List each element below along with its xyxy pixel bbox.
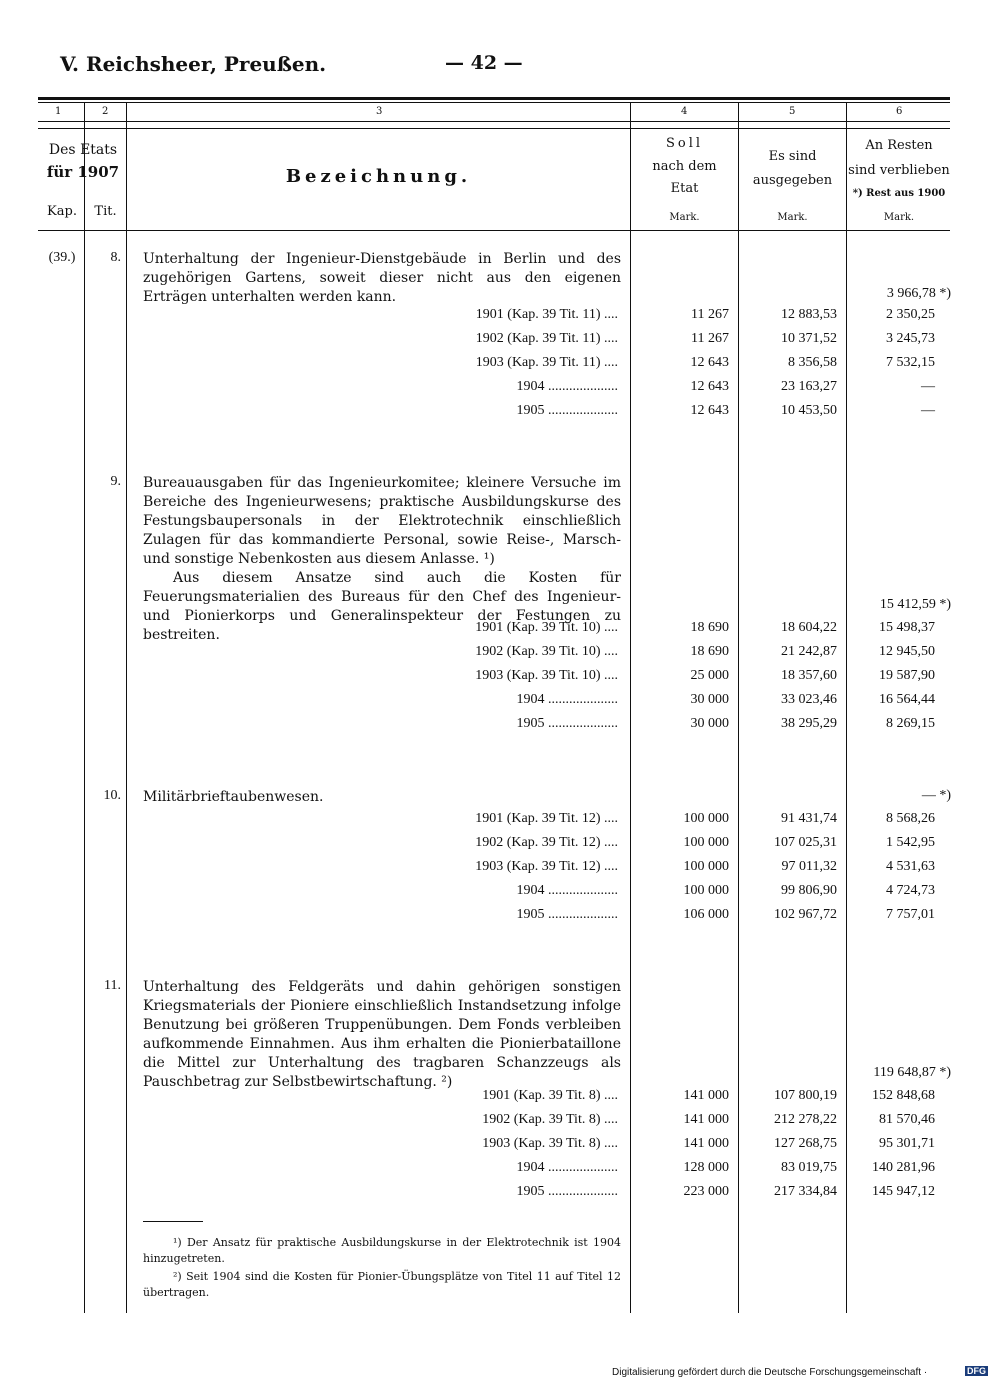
row-soll: 12 643 [690,379,729,394]
col-rule-2 [126,103,127,1313]
entry-tit: 10. [103,788,121,803]
row-rest: — [921,403,935,418]
row-soll: 18 690 [690,644,729,659]
row-year-label: 1902 (Kap. 39 Tit. 11) .... [475,331,618,346]
top-rule-thin [38,102,950,103]
row-ausgegeben: 102 967,72 [774,907,837,922]
entry-description-note: Aus diesem Ansatze sind auch die Kosten für Feuerungsmaterialien des Bureaus für den Chef des Ingenieur- und Pionierkorps und Generalinspekteur der Festungen zu bestreiten. [143,570,621,643]
row-rest: 140 281,96 [872,1160,935,1175]
top-rule [38,97,950,100]
footnote-rule [143,1221,203,1222]
entry-rest-1900: — *) [921,788,951,803]
row-year-label: 1903 (Kap. 39 Tit. 12) .... [475,859,618,874]
colnum-2: 2 [102,106,109,117]
col2-tit-header: Tit. [94,204,117,219]
col4-line2: nach dem [652,159,717,174]
row-soll: 30 000 [690,716,729,731]
row-rest: 7 757,01 [886,907,935,922]
col6-line1: An Resten [865,138,933,153]
row-ausgegeben: 217 334,84 [774,1184,837,1199]
colnum-6: 6 [896,106,903,117]
row-ausgegeben: 10 453,50 [781,403,837,418]
col4-line1: Soll [665,136,704,151]
row-soll: 30 000 [690,692,729,707]
footnote-1: ¹) Der Ansatz für praktische Ausbildungskurse in der Elektrotechnik ist 1904 hinzugetreten. [143,1236,621,1265]
col5-line2: ausgegeben [752,173,833,188]
row-ausgegeben: 10 371,52 [781,331,837,346]
row-rest: 81 570,46 [879,1112,935,1127]
row-rest: 95 301,71 [879,1136,935,1151]
row-rest: 145 947,12 [872,1184,935,1199]
row-rest: 16 564,44 [879,692,935,707]
row-rest: 8 269,15 [886,716,935,731]
row-soll: 11 267 [691,331,729,346]
col6-line2: sind verblieben [848,163,950,178]
row-soll: 11 267 [691,307,729,322]
colnum-rule-2 [38,128,950,129]
colnum-4: 4 [681,106,688,117]
row-ausgegeben: 33 023,46 [781,692,837,707]
row-ausgegeben: 38 295,29 [781,716,837,731]
col5-line1: Es sind [768,149,817,164]
row-soll: 100 000 [683,835,729,850]
entry-kap: (39.) [48,250,76,265]
row-soll: 141 000 [683,1088,729,1103]
col3-header: Bezeichnung. [285,166,472,187]
row-year-label: 1901 (Kap. 39 Tit. 11) .... [475,307,618,322]
colnum-5: 5 [789,106,796,117]
entry-tit: 8. [110,250,121,265]
colnum-rule [38,121,950,122]
row-year-label: 1901 (Kap. 39 Tit. 12) .... [475,811,618,826]
row-year-label: 1904 .................... [516,1160,618,1175]
row-ausgegeben: 91 431,74 [781,811,837,826]
row-year-label: 1904 .................... [516,379,618,394]
row-year-label: 1901 (Kap. 39 Tit. 8) .... [482,1088,618,1103]
row-ausgegeben: 8 356,58 [788,355,837,370]
col6-unit: Mark. [883,212,915,223]
row-soll: 141 000 [683,1136,729,1151]
dfg-logo: DFG [967,1366,986,1376]
colnum-3: 3 [376,106,383,117]
row-year-label: 1902 (Kap. 39 Tit. 10) .... [475,644,618,659]
row-soll: 141 000 [683,1112,729,1127]
row-ausgegeben: 97 011,32 [781,859,837,874]
row-rest: 3 245,73 [886,331,935,346]
col6-line3: *) Rest aus 1900 [852,188,946,199]
row-year-label: 1904 .................... [516,692,618,707]
row-year-label: 1903 (Kap. 39 Tit. 10) .... [475,668,618,683]
entry-description: Militärbrieftaubenwesen. [143,789,324,805]
col-rule-4 [738,103,739,1313]
row-rest: 2 350,25 [886,307,935,322]
colnum-1: 1 [55,106,62,117]
row-ausgegeben: 127 268,75 [774,1136,837,1151]
row-soll: 100 000 [683,883,729,898]
row-rest: 7 532,15 [886,355,935,370]
row-soll: 12 643 [690,355,729,370]
row-ausgegeben: 107 800,19 [774,1088,837,1103]
row-ausgegeben: 18 604,22 [781,620,837,635]
entry-description: Unterhaltung der Ingenieur-Dienstgebäude in Berlin und des zugehörigen Gartens, soweit dieser nicht aus den eigenen Erträgen unterhalten werden kann. [143,251,621,305]
footnote-2: ²) Seit 1904 sind die Kosten für Pionier-Übungsplätze von Titel 11 auf Titel 12 übertragen. [143,1270,621,1299]
row-year-label: 1903 (Kap. 39 Tit. 8) .... [482,1136,618,1151]
row-soll: 106 000 [683,907,729,922]
row-year-label: 1902 (Kap. 39 Tit. 12) .... [475,835,618,850]
row-ausgegeben: 83 019,75 [781,1160,837,1175]
page-number: — 42 — [445,52,523,74]
row-ausgegeben: 12 883,53 [781,307,837,322]
row-rest: 152 848,68 [872,1088,935,1103]
col12-title-line2: für 1907 [46,163,120,181]
row-soll: 12 643 [690,403,729,418]
col-rule-1 [84,103,85,1313]
row-rest: — [921,379,935,394]
header-bottom-rule [38,230,950,231]
row-ausgegeben: 107 025,31 [774,835,837,850]
entry-tit: 9. [110,474,121,489]
row-soll: 25 000 [690,668,729,683]
credit-text: Digitalisierung gefördert durch die Deutsche Forschungsgemeinschaft · [612,1367,928,1378]
row-rest: 1 542,95 [886,835,935,850]
section-title: V. Reichsheer, Preußen. [60,52,327,76]
row-year-label: 1902 (Kap. 39 Tit. 8) .... [482,1112,618,1127]
row-year-label: 1904 .................... [516,883,618,898]
col-rule-3 [630,103,631,1313]
row-ausgegeben: 99 806,90 [781,883,837,898]
entry-description: Bureauausgaben für das Ingenieurkomitee; kleinere Versuche im Bereiche des Ingenieurwesens; praktische Ausbildungskurse des Festungsbaupersonals in der Elektrotechnik einschließlich Zulagen für das kommandierte Personal, sowie Reise-, Marsch- und sonstige Nebenkosten aus diesem Anlasse. ¹) [143,475,621,567]
row-year-label: 1905 .................... [516,1184,618,1199]
col5-unit: Mark. [777,212,808,223]
col12-title-line1: Des Etats [48,142,118,158]
entry-description: Unterhaltung des Feldgeräts und dahin gehörigen sonstigen Kriegsmaterials der Pioniere einschließlich Instandsetzung infolge Benutzung bei größeren Truppenübungen. Dem Fonds verbleiben aufkommende Einnahmen. Aus ihm erhalten die Pionierbataillone die Mittel zur Unterhaltung des tragbaren Schanzzeugs als Pauschbetrag zur Selbstbewirtschaftung. ²) [143,979,621,1090]
row-ausgegeben: 23 163,27 [781,379,837,394]
entry-rest-1900: 119 648,87 *) [873,1065,951,1080]
row-year-label: 1901 (Kap. 39 Tit. 10) .... [475,620,618,635]
row-ausgegeben: 18 357,60 [781,668,837,683]
row-soll: 18 690 [690,620,729,635]
row-year-label: 1905 .................... [516,716,618,731]
row-rest: 15 498,37 [879,620,935,635]
col4-unit: Mark. [669,212,700,223]
row-rest: 4 531,63 [886,859,935,874]
entry-rest-1900: 15 412,59 *) [879,597,951,612]
col1-kap-header: Kap. [47,204,77,219]
row-year-label: 1905 .................... [516,403,618,418]
row-soll: 100 000 [683,859,729,874]
row-year-label: 1903 (Kap. 39 Tit. 11) .... [475,355,618,370]
col-rule-5 [846,103,847,1313]
entry-tit: 11. [104,978,121,993]
row-rest: 19 587,90 [879,668,935,683]
row-ausgegeben: 212 278,22 [774,1112,837,1127]
row-ausgegeben: 21 242,87 [781,644,837,659]
row-soll: 100 000 [683,811,729,826]
col4-line3: Etat [670,181,699,196]
row-soll: 223 000 [683,1184,729,1199]
row-soll: 128 000 [683,1160,729,1175]
row-year-label: 1905 .................... [516,907,618,922]
row-rest: 4 724,73 [886,883,935,898]
entry-rest-1900: 3 966,78 *) [886,286,951,301]
row-rest: 12 945,50 [879,644,935,659]
row-rest: 8 568,26 [886,811,935,826]
